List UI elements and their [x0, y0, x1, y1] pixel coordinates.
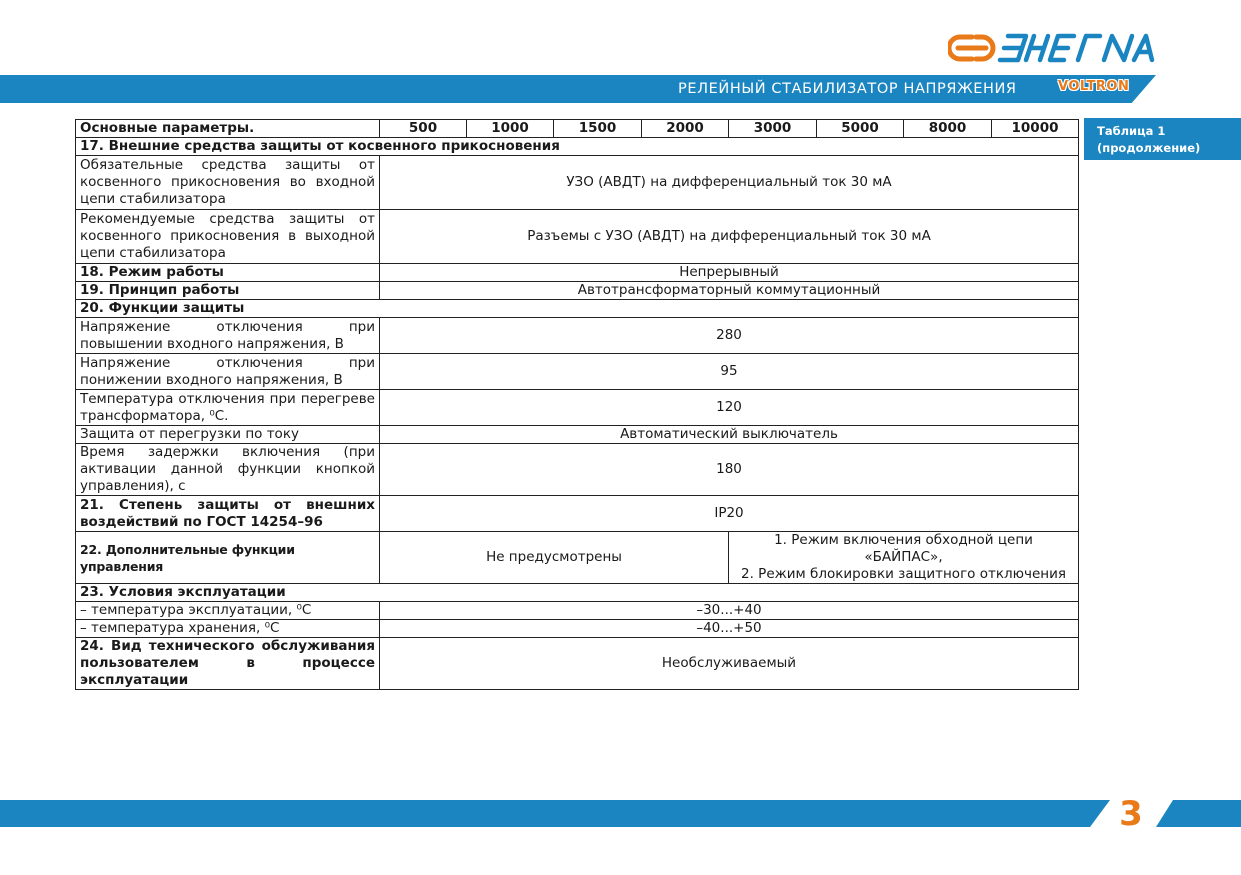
section-row — [76, 584, 1079, 602]
header-col-500: 500 — [380, 120, 467, 138]
header-label: Основные параметры. — [76, 120, 380, 138]
table-caption-line2: (продолжение) — [1097, 141, 1201, 155]
row-value: 180 — [380, 444, 1079, 496]
row-value: 120 — [380, 390, 1079, 426]
table-row — [76, 156, 1079, 210]
table-row — [76, 496, 1079, 532]
row-label: 18. Режим работы — [76, 264, 380, 282]
row-label: Напряжение отключения при повышении входного напряжения, В — [76, 318, 380, 354]
energia-logo — [948, 30, 1160, 68]
section-row — [76, 138, 1079, 156]
bypass-mode-text: 1. Режим включения обходной цепи «БАЙПАС», — [774, 532, 1033, 565]
table-row — [76, 620, 1079, 638]
table-caption-tag — [1084, 118, 1241, 160]
table-row — [76, 390, 1079, 426]
row-label: Защита от перегрузки по току — [76, 426, 380, 444]
row-value: Автоматический выключатель — [380, 426, 1079, 444]
row-label: – температура хранения, ⁰С — [76, 620, 380, 638]
row-value: –30...+40 — [380, 602, 1079, 620]
footer-bar-end — [1156, 800, 1241, 827]
header-col-3000: 3000 — [729, 120, 817, 138]
row-value: Разъемы с УЗО (АВДТ) на дифференциальный ток 30 мА — [380, 210, 1079, 264]
header-col-8000: 8000 — [904, 120, 992, 138]
section-title: 23. Условия эксплуатации — [76, 584, 1079, 602]
header-col-10000: 10000 — [992, 120, 1079, 138]
row-value-left: Не предусмотрены — [380, 532, 729, 584]
table-caption-line1: Таблица 1 — [1097, 124, 1166, 138]
document-title: РЕЛЕЙНЫЙ СТАБИЛИЗАТОР НАПРЯЖЕНИЯ — [678, 81, 1017, 97]
voltron-badge: VOLTRON — [1058, 79, 1130, 94]
row-label: Температура отключения при перегреве трансформатора, ⁰С. — [76, 390, 380, 426]
table-header-row — [76, 120, 1079, 138]
section-title: 20. Функции защиты — [76, 300, 1079, 318]
header-col-1500: 1500 — [554, 120, 642, 138]
table-row — [76, 264, 1079, 282]
table-row — [76, 282, 1079, 300]
row-label: Напряжение отключения при понижении входного напряжения, В — [76, 354, 380, 390]
row-label: Время задержки включения (при активации данной функции кнопкой управления), с — [76, 444, 380, 496]
row-value: УЗО (АВДТ) на дифференциальный ток 30 мА — [380, 156, 1079, 210]
footer-bar — [0, 800, 1110, 827]
row-value: IP20 — [380, 496, 1079, 532]
table-row — [76, 602, 1079, 620]
row-label: 21. Степень защиты от внешних воздействий по ГОСТ 14254–96 — [76, 496, 380, 532]
row-value: Необслуживаемый — [380, 638, 1079, 690]
table-row — [76, 532, 1079, 584]
row-value: Непрерывный — [380, 264, 1079, 282]
row-value: Автотрансформаторный коммутационный — [380, 282, 1079, 300]
header-col-2000: 2000 — [642, 120, 729, 138]
row-label: – температура эксплуатации, ⁰С — [76, 602, 380, 620]
table-row — [76, 426, 1079, 444]
section-title: 17. Внешние средства защиты от косвенного прикосновения — [76, 138, 1079, 156]
energia-logo-icon — [948, 30, 1160, 68]
header-col-1000: 1000 — [467, 120, 554, 138]
row-label: 22. Дополнительные функции управления — [76, 532, 380, 584]
table-row — [76, 318, 1079, 354]
table-row — [76, 354, 1079, 390]
row-value: 280 — [380, 318, 1079, 354]
table-row — [76, 638, 1079, 690]
row-label: 19. Принцип работы — [76, 282, 380, 300]
row-value: 95 — [380, 354, 1079, 390]
row-label: 24. Вид технического обслуживания пользователем в процессе эксплуатации — [76, 638, 380, 690]
row-label: Обязательные средства защиты от косвенного прикосновения во входной цепи стабилизатора — [76, 156, 380, 210]
page-number: 3 — [1119, 794, 1143, 834]
row-label: Рекомендуемые средства защиты от косвенного прикосновения в выходной цепи стабилизатора — [76, 210, 380, 264]
row-value-right — [729, 532, 1079, 584]
table-row — [76, 210, 1079, 264]
protection-lock-text: 2. Режим блокировки защитного отключения — [741, 566, 1066, 582]
section-row — [76, 300, 1079, 318]
header-col-5000: 5000 — [817, 120, 904, 138]
specifications-table — [75, 119, 1079, 690]
table-row — [76, 444, 1079, 496]
row-value: –40...+50 — [380, 620, 1079, 638]
